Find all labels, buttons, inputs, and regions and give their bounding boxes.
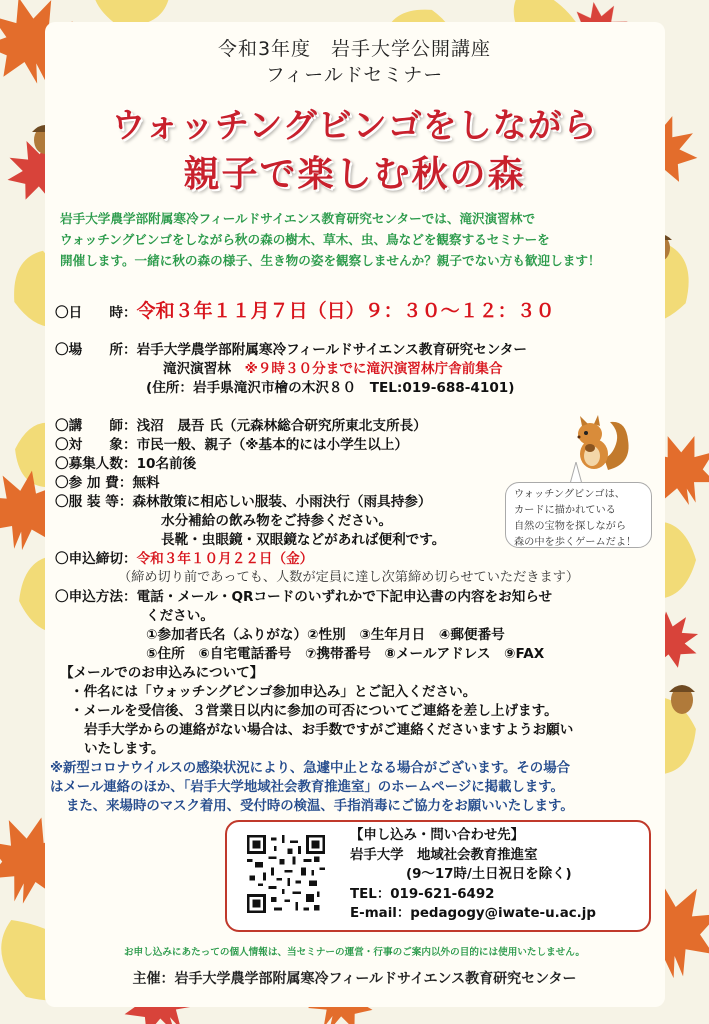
target-row <box>55 433 408 453</box>
mail-line2: ・メールを受信後、３営業日以内に参加の可否についてご連絡を差し上げます。 <box>70 703 558 719</box>
method-line2: ください。 <box>146 608 214 624</box>
mail-line4: いたします。 <box>84 741 165 757</box>
clothing-row <box>55 490 432 510</box>
covid-line1: ※新型コロナウイルスの感染状況により、急遽中止となる場合がございます。その場合 <box>50 761 570 776</box>
lecturer-value: 浅沼 晟吾 氏（元森林総合研究所東北支所長） <box>136 418 427 434</box>
method-line1: 電話・メール・QRコードのいずれかで下記申込書の内容をお知らせ <box>136 589 553 605</box>
fee-value: 無料 <box>132 475 160 491</box>
mail-heading: 【メールでのお申込みについて】 <box>60 665 264 681</box>
course-header: 令和3年度 岩手大学公開講座 <box>217 38 492 60</box>
date-row <box>55 296 555 323</box>
covid-line2: はメール連絡のほか、「岩手大学地域社会教育推進室」のホームページに掲載します。 <box>50 780 564 795</box>
target-value: 市民一般、親子（※基本的には小学生以上） <box>136 437 409 453</box>
place-line1: 岩手大学農学部附属寒冷フィールドサイエンス教育研究センター <box>136 342 527 358</box>
bubble-line: カードに描かれている <box>514 505 616 516</box>
mail-line3: 岩手大学からの連絡がない場合は、お手数ですがご連絡くださいますようお願い <box>84 722 574 738</box>
contact-org: 岩手大学 地域社会教育推進室 <box>350 847 538 863</box>
intro-line: 開催します。一緒に秋の森の様子、生き物の姿を観察しませんか？親子でない方も歓迎します！ <box>60 253 601 268</box>
seminar-header: フィールドセミナー <box>265 64 444 86</box>
clothing-line1: 森林散策に相応しい服装、小雨決行（雨具持参） <box>132 494 432 510</box>
clothing-line2: 水分補給の飲み物をご持参ください。 <box>161 513 393 529</box>
clothing-line3: 長靴・虫眼鏡・双眼鏡などがあれば便利です。 <box>161 532 446 548</box>
date-label: 〇日 時： <box>55 305 137 321</box>
lecturer-row <box>55 414 427 434</box>
bubble-line: ウォッチングビンゴは、 <box>514 489 625 500</box>
capacity-value: 10名前後 <box>136 456 197 472</box>
deadline-note: （締め切り前であっても、人数が定員に達し次第締め切らせていただきます） <box>118 570 580 585</box>
privacy-note: お申し込みにあたっての個人情報は、当セミナーの運営・行事のご案内以外の目的には使用いたしません。 <box>123 947 586 958</box>
place-row <box>55 338 527 358</box>
intro-line: ウォッチングビンゴをしながら秋の森の樹木、草木、虫、鳥などを観察するセミナーを <box>60 232 550 247</box>
contact-heading: 【申し込み・問い合わせ先】 <box>350 828 525 843</box>
capacity-row <box>55 452 196 472</box>
contact-hours: (9～17時/土日祝日を除く) <box>406 867 572 882</box>
deadline-value: 令和３年１０月２２日（金） <box>136 551 314 567</box>
covid-line3: また、来場時のマスク着用、受付時の検温、手指消毒にご協力をお願いいたします。 <box>66 799 574 814</box>
qr-code-icon[interactable] <box>247 835 325 913</box>
place-address: (住所：岩手県滝沢市檜の木沢８０ TEL:019-688-4101) <box>146 380 515 396</box>
items-line2: ⑤住所 ⑥自宅電話番号 ⑦携帯番号 ⑧メールアドレス ⑨FAX <box>146 646 545 662</box>
bubble-line: 自然の宝物を探しながら <box>514 521 627 532</box>
intro-line: 岩手大学農学部附属寒冷フィールドサイエンス教育研究センターでは、滝沢演習林で <box>60 211 536 226</box>
deadline-row <box>55 547 313 567</box>
items-line1: ①参加者氏名（ふりがな）②性別 ③生年月日 ④郵便番号 <box>146 627 505 643</box>
place-note: ※９時３０分までに滝沢演習林庁舎前集合 <box>244 361 503 377</box>
place-label: 〇場 所： <box>55 342 137 358</box>
place-row-2 <box>163 357 502 377</box>
main-title-line1: ウォッチングビンゴをしながら <box>111 106 598 146</box>
place-line2: 滝沢演習林 <box>163 361 231 377</box>
method-label: 〇申込方法： <box>55 589 137 605</box>
date-value: 令和３年１１月７日（日）９：３０～１２：３０ <box>136 300 555 322</box>
contact-email[interactable]: E-mail：pedagogy@iwate-u.ac.jp <box>350 906 596 921</box>
clothing-label: 〇服 装 等： <box>55 494 133 510</box>
method-row <box>55 585 552 605</box>
target-label: 〇対 象： <box>55 437 137 453</box>
deadline-label: 〇申込締切： <box>55 551 137 567</box>
speech-bubble <box>505 482 652 548</box>
fee-row <box>55 471 160 491</box>
fee-label: 〇参 加 費： <box>55 475 133 491</box>
bubble-tail-icon <box>568 462 584 484</box>
contact-info <box>350 826 596 924</box>
mail-line1: ・件名には「ウォッチングビンゴ参加申込み」とご記入ください。 <box>70 684 477 700</box>
intro-text <box>60 208 680 271</box>
host-organization: 主催：岩手大学農学部附属寒冷フィールドサイエンス教育研究センター <box>132 971 577 987</box>
bubble-line: 森の中を歩くゲームだよ！ <box>514 537 637 548</box>
capacity-label: 〇募集人数： <box>55 456 137 472</box>
contact-tel: TEL：019-621-6492 <box>350 886 495 902</box>
main-title-line2: 親子で楽しむ秋の森 <box>183 154 526 195</box>
lecturer-label: 〇講 師： <box>55 418 137 434</box>
